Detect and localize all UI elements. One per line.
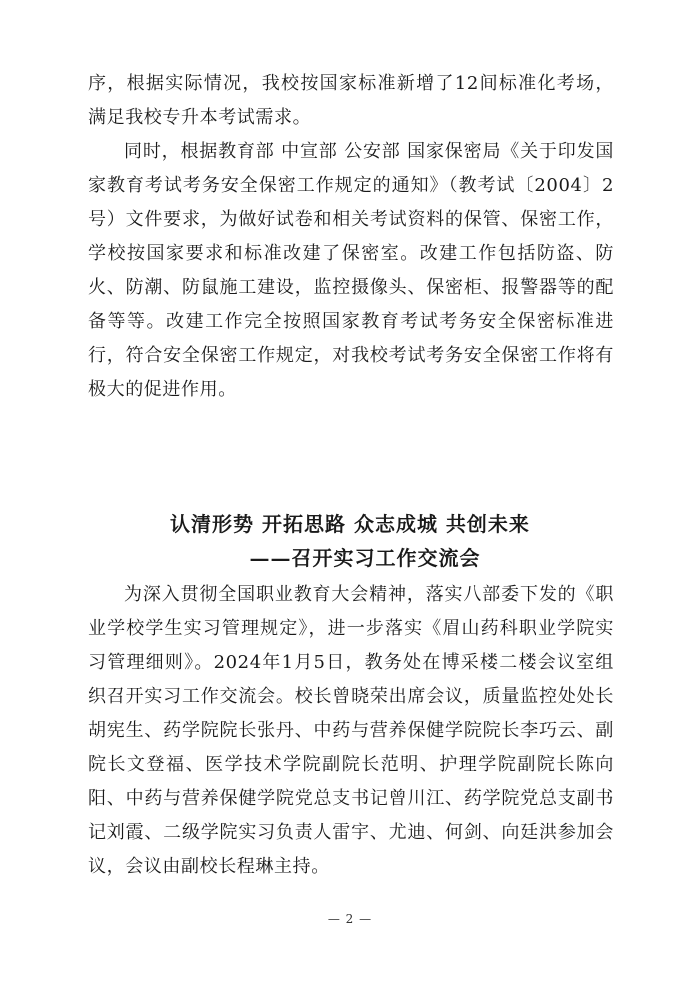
continued-section: [88, 67, 614, 407]
continued-paragraph: 序，根据实际情况，我校按国家标准新增了12间标准化考场，满足我校专升本考试需求。: [88, 73, 614, 128]
article-subtitle: ——召开实习工作交流会: [249, 546, 481, 570]
security-room-paragraph: 同时，根据教育部 中宣部 公安部 国家保密局《关于印发国家教育考试考务安全保密工作规定的通知》（教考试〔2004〕2号）文件要求，为做好试卷和相关考试资料的保管、保密工作，学校按国家要求和标准改建了保密室。改建工作包括防盗、防火、防潮、防鼠施工建设，监控摄像头、保密柜、报警器等的配备等等。改建工作完全按照国家教育考试考务安全保密标准进行，符合安全保密工作规定，对我校考试考务安全保密工作将有极大的促进作用。: [88, 141, 614, 400]
page-number: — 2 —: [327, 912, 373, 926]
article-body: [88, 578, 614, 884]
article-paragraph: 为深入贯彻全国职业教育大会精神，落实八部委下发的《职业学校学生实习管理规定》，进一步落实《眉山药科职业学院实习管理细则》。2024年1月5日，教务处在博采楼二楼会议室组织召开实习工作交流会。校长曾晓荣出席会议，质量监控处处长胡宪生、药学院院长张丹、中药与营养保健学院院长李巧云、副院长文登福、医学技术学院副院长范明、护理学院副院长陈向阳、中药与营养保健学院党总支书记曾川江、药学院党总支副书记刘霞、二级学院实习负责人雷宇、尤迪、何剑、向廷洪参加会议，会议由副校长程琳主持。: [88, 584, 614, 877]
article-title: 认清形势 开拓思路 众志成城 共创未来: [170, 512, 530, 536]
